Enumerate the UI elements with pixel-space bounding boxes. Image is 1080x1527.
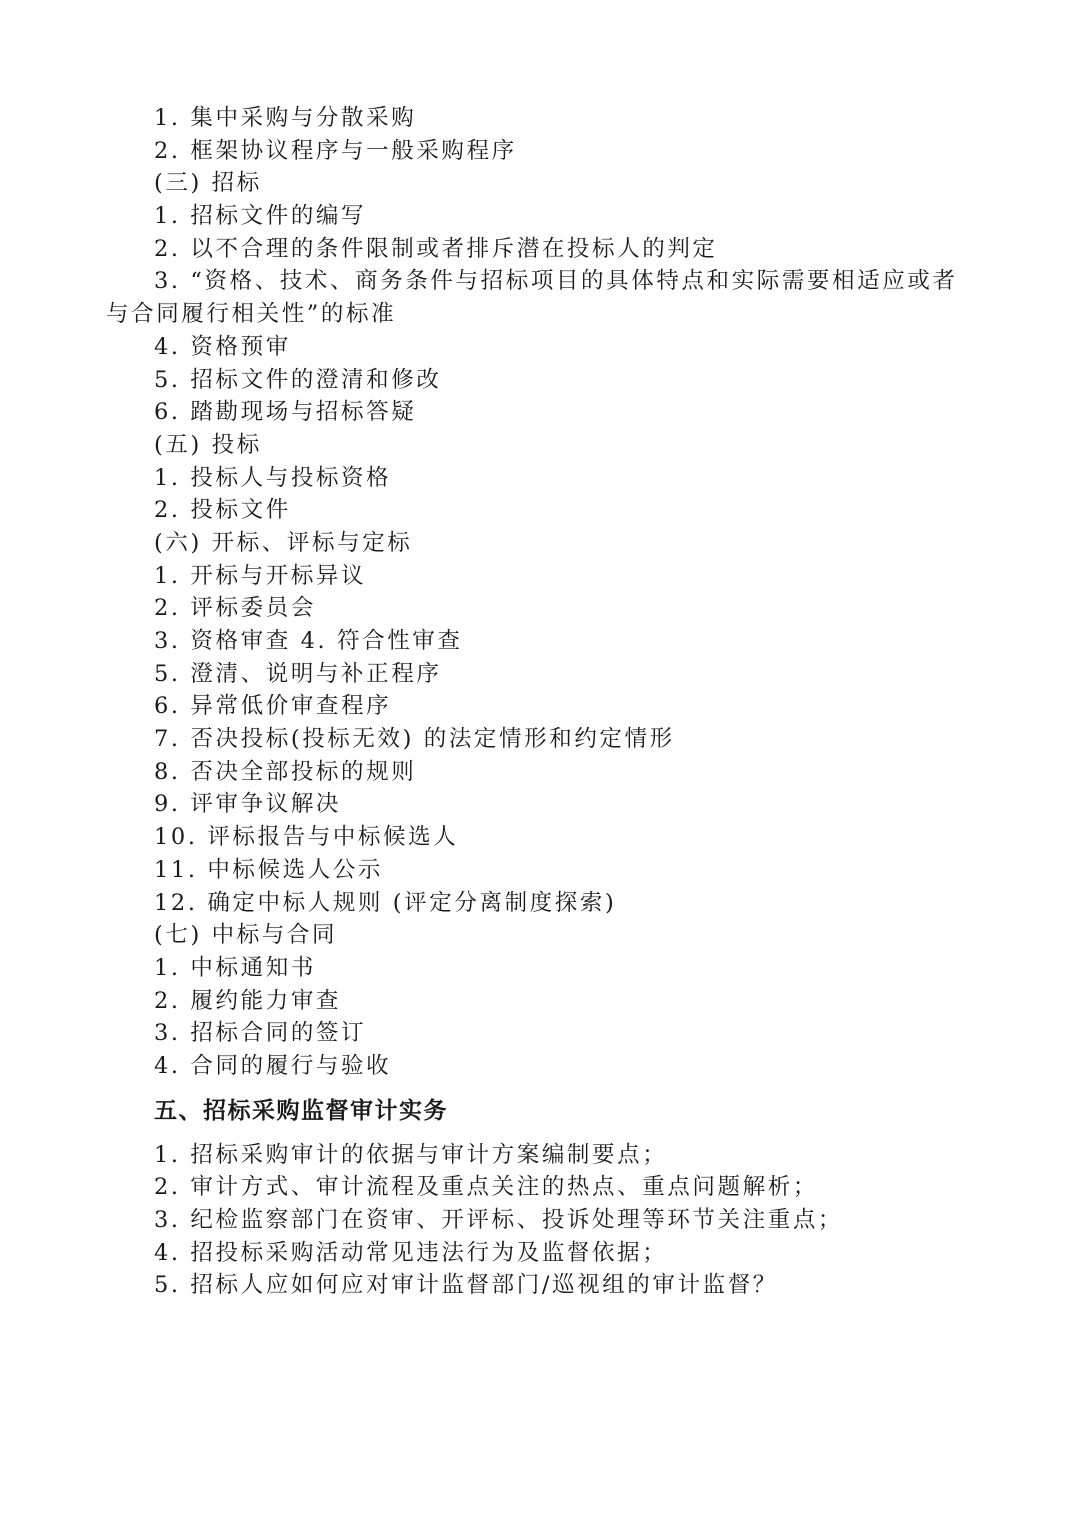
list-item: 5. 澄清、说明与补正程序	[154, 660, 442, 687]
list-item: 1. 中标通知书	[154, 954, 316, 981]
subsection-heading: (六) 开标、评标与定标	[154, 529, 413, 556]
list-item: 2. 审计方式、审计流程及重点关注的热点、重点问题解析；	[154, 1174, 818, 1201]
list-item: 7. 否决投标(投标无效) 的法定情形和约定情形	[154, 726, 675, 753]
document-body	[0, 102, 1080, 1302]
list-item: 1. 招标文件的编写	[154, 203, 367, 230]
list-item: 2. 以不合理的条件限制或者排斥潜在投标人的判定	[154, 235, 718, 262]
list-item: 6. 踏勘现场与招标答疑	[154, 399, 417, 426]
list-item: 3. “资格、技术、商务条件与招标项目的具体特点和实际需要相适应或者	[154, 268, 958, 295]
list-item: 11. 中标候选人公示	[154, 856, 384, 883]
list-item: 4. 合同的履行与验收	[154, 1052, 392, 1079]
list-item: 6. 异常低价审查程序	[154, 693, 392, 720]
list-item: 3. 招标合同的签订	[154, 1020, 367, 1047]
list-item: 5. 招标人应如何应对审计监督部门/巡视组的审计监督？	[154, 1272, 778, 1299]
list-item: 9. 评审争议解决	[154, 791, 342, 818]
list-item: 8. 否决全部投标的规则	[154, 758, 417, 785]
list-item: 10. 评标报告与中标候选人	[154, 824, 459, 851]
list-item: 4. 招投标采购活动常见违法行为及监督依据；	[154, 1239, 668, 1266]
subsection-heading: (七) 中标与合同	[154, 922, 338, 949]
section-heading: 五、招标采购监督审计实务	[154, 1097, 448, 1124]
list-item: 4. 资格预审	[154, 333, 291, 360]
list-item: 1. 开标与开标异议	[154, 562, 367, 589]
list-item: 1. 集中采购与分散采购	[154, 105, 417, 131]
list-item: 3. 纪检监察部门在资审、开评标、投诉处理等环节关注重点；	[154, 1207, 844, 1233]
list-item: 2. 履约能力审查	[154, 987, 342, 1014]
list-item-continuation: 与合同履行相关性”的标准	[106, 301, 397, 328]
list-item: 1. 投标人与投标资格	[154, 464, 392, 491]
list-item: 5. 招标文件的澄清和修改	[154, 366, 442, 393]
subsection-heading: (五) 投标	[154, 431, 262, 458]
list-item: 2. 评标委员会	[154, 595, 316, 622]
list-item: 3. 资格审查 4. 符合性审查	[154, 628, 463, 654]
list-item: 2. 投标文件	[154, 497, 291, 524]
list-item: 1. 招标采购审计的依据与审计方案编制要点；	[154, 1141, 668, 1168]
list-item: 12. 确定中标人规则 (评定分离制度探索)	[154, 889, 617, 916]
subsection-heading: (三) 招标	[154, 170, 262, 197]
list-item: 2. 框架协议程序与一般采购程序	[154, 137, 517, 164]
